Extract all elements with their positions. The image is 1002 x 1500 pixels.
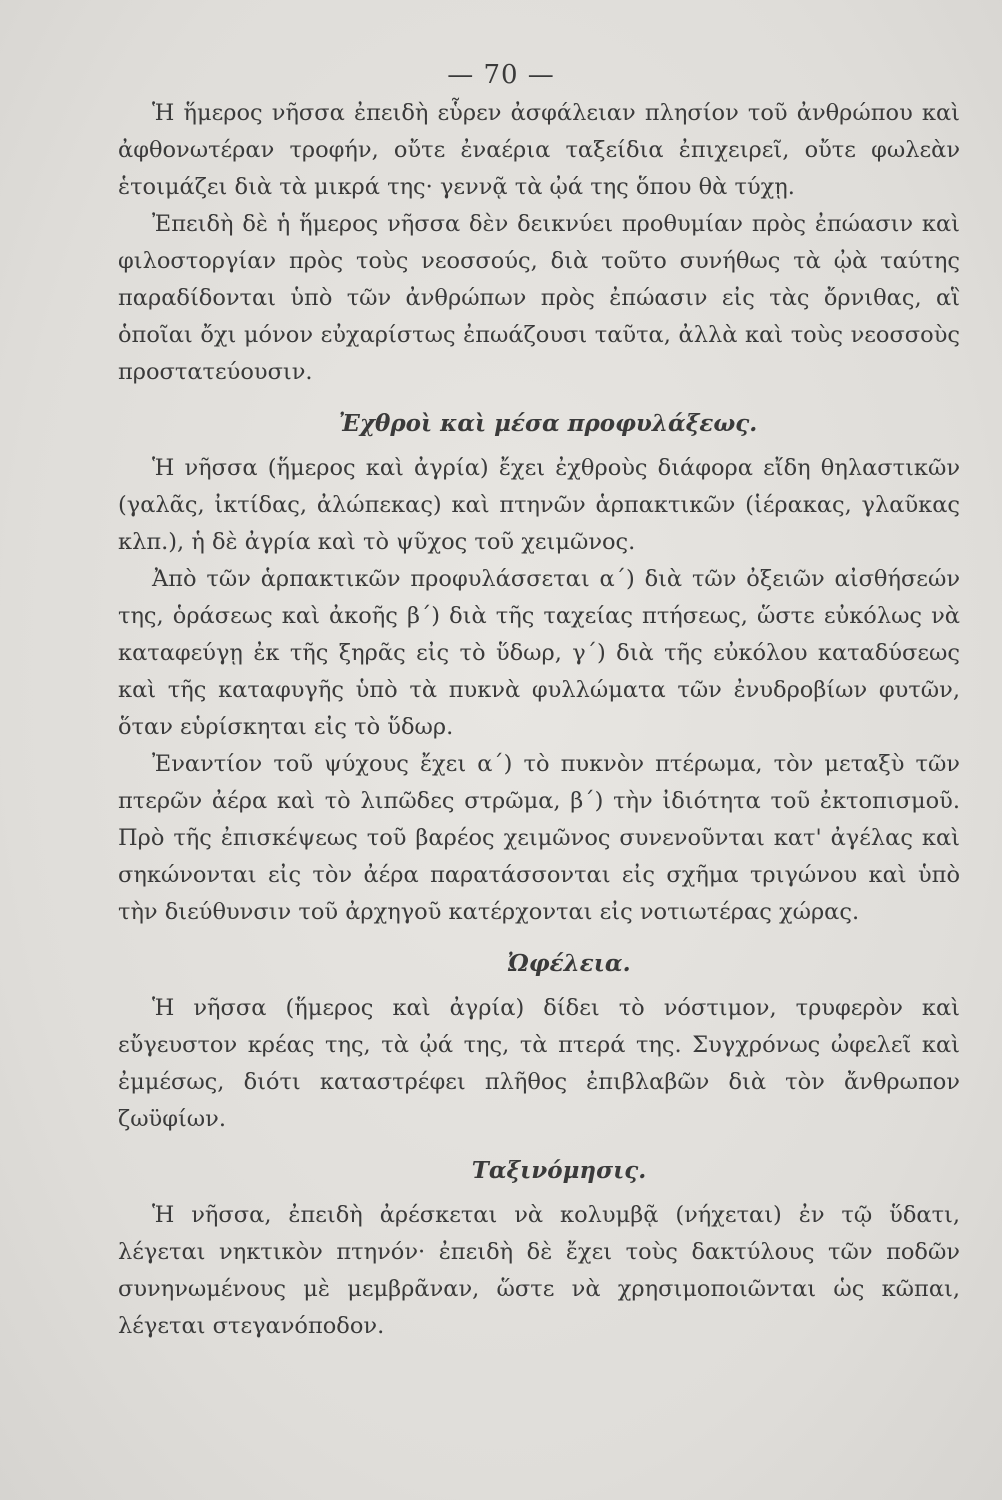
section-heading-enemies: Ἐχθροὶ καὶ μέσα προφυλάξεως. [338,410,758,437]
paragraph: Ἀπὸ τῶν ἁρπακτικῶν προφυλάσσεται α΄) διὰ τῶν ὀξειῶν αἰσθήσεών της, ὁράσεως καὶ ἀκοῆς β΄) διὰ τῆς ταχείας πτήσεως, ὥστε εὐκόλως νὰ καταφεύγῃ ἐκ τῆς ξηρᾶς εἰς τὸ ὕδωρ, γ΄) διὰ τῆς εὐκόλου καταδύσεως καὶ τῆς καταφυγῆς ὑπὸ τὰ πυκνὰ φυλλώματα τῶν ἐνυδροβίων φυτῶν, ὅταν εὑρίσκηται εἰς τὸ ὕδωρ. [118,566,960,740]
section-heading-benefit: Ὠφέλεια. [507,950,631,977]
section-heading-classification: Ταξινόμησις. [471,1157,647,1184]
paragraph: Ἡ ἥμερος νῆσσα ἐπειδὴ εὗρεν ἀσφάλειαν πλησίον τοῦ ἀνθρώπου καὶ ἀφθονωτέραν τροφήν, οὔτε ἐναέρια ταξείδια ἐπιχειρεῖ, οὔτε φωλεὰν ἑτοιμάζει διὰ τὰ μικρά της· γεννᾷ τὰ ᾠά της ὅπου θὰ τύχῃ. [118,100,960,200]
paragraph: Ἐναντίον τοῦ ψύχους ἔχει α΄) τὸ πυκνὸν πτέρωμα, τὸν μεταξὺ τῶν πτερῶν ἀέρα καὶ τὸ λιπῶδες στρῶμα, β΄) τὴν ἰδιότητα τοῦ ἐκτοπισμοῦ. Πρὸ τῆς ἐπισκέψεως τοῦ βαρέος χειμῶνος συνενοῦνται κατ' ἀγέλας καὶ σηκώνονται εἰς τὸν ἀέρα παρατάσσονται εἰς σχῆμα τριγώνου καὶ ὑπὸ τὴν διεύθυνσιν τοῦ ἀρχηγοῦ κατέρχονται εἰς νοτιωτέρας χώρας. [118,751,960,925]
paragraph: Ἐπειδὴ δὲ ἡ ἥμερος νῆσσα δὲν δεικνύει προθυμίαν πρὸς ἐπώασιν καὶ φιλοστοργίαν πρὸς τοὺς νεοσσούς, διὰ τοῦτο συνήθως τὰ ᾠὰ ταύτης παραδίδονται ὑπὸ τῶν ἀνθρώπων πρὸς ἐπώασιν εἰς τὰς ὄρνιθας, αἳ ὁποῖαι ὄχι μόνον εὐχαρίστως ἐπωάζουσι ταῦτα, ἀλλὰ καὶ τοὺς νεοσσοὺς προστατεύουσιν. [118,211,960,385]
page-body [118,95,960,1345]
paragraph: Ἡ νῆσσα (ἥμερος καὶ ἀγρία) ἔχει ἐχθροὺς διάφορα εἴδη θηλαστικῶν (γαλᾶς, ἰκτίδας, ἀλώπεκας) καὶ πτηνῶν ἁρπακτικῶν (ἱέρακας, γλαῦκας κλπ.), ἡ δὲ ἀγρία καὶ τὸ ψῦχος τοῦ χειμῶνος. [118,455,960,555]
paragraph: Ἡ νῆσσα, ἐπειδὴ ἀρέσκεται νὰ κολυμβᾷ (νήχεται) ἐν τῷ ὕδατι, λέγεται νηκτικὸν πτηνόν· ἐπειδὴ δὲ ἔχει τοὺς δακτύλους τῶν ποδῶν συνηνωμένους μὲ μεμβρᾶναν, ὥστε νὰ χρησιμοποιῶνται ὡς κῶπαι, λέγεται στεγανόποδον. [118,1202,960,1339]
paragraph: Ἡ νῆσσα (ἥμερος καὶ ἀγρία) δίδει τὸ νόστιμον, τρυφερὸν καὶ εὔγευστον κρέας της, τὰ ᾠά της, τὰ πτερά της. Συγχρόνως ὠφελεῖ καὶ ἐμμέσως, διότι καταστρέφει πλῆθος ἐπιβλαβῶν διὰ τὸν ἄνθρωπον ζωϋφίων. [118,995,960,1132]
page-number: — 70 — [447,60,555,90]
